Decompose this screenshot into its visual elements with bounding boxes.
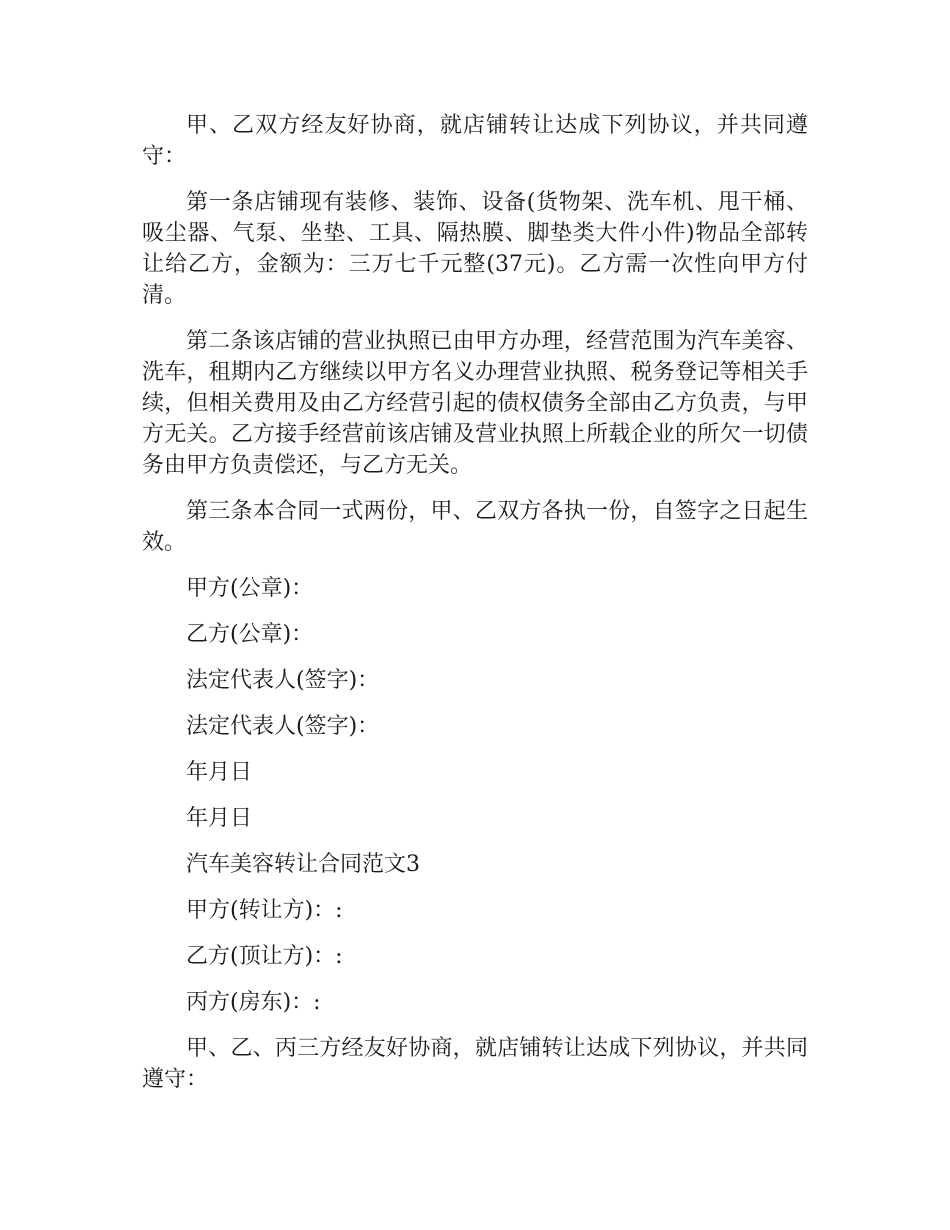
paragraph-three-party-intro: 甲、乙、丙三方经友好协商，就店铺转让达成下列协议，并共同遵守： <box>142 1036 808 1092</box>
signature-party-a-seal: 甲方(公章)： <box>186 576 314 601</box>
signature-date-b: 年月日 <box>186 806 253 831</box>
signature-legal-rep-b: 法定代表人(签字)： <box>186 714 380 739</box>
section-heading-template-3: 汽车美容转让合同范文3 <box>186 852 420 877</box>
paragraph-intro: 甲、乙双方经友好协商，就店铺转让达成下列协议，并共同遵守： <box>142 113 808 169</box>
party-c-landlord: 丙方(房东)：: <box>186 990 321 1015</box>
paragraph-article-1: 第一条店铺现有装修、装饰、设备(货物架、洗车机、甩干桶、吸尘器、气泵、坐垫、工具、隔热膜、脚垫类大件小件)物品全部转让给乙方，金额为：三万七千元整(37元)。乙方需一次性向甲方付清。 <box>142 190 808 308</box>
document-page <box>142 110 808 1110</box>
paragraph-article-2: 第二条该店铺的营业执照已由甲方办理，经营范围为汽车美容、洗车，租期内乙方继续以甲方名义办理营业执照、税务登记等相关手续，但相关费用及由乙方经营引起的债权债务全部由乙方负责，与甲方无关。乙方接手经营前该店铺及营业执照上所载企业的所欠一切债务由甲方负责偿还，与乙方无关。 <box>142 329 808 478</box>
signature-date-a: 年月日 <box>186 760 253 785</box>
party-a-transferor: 甲方(转让方)：: <box>186 898 343 923</box>
signature-legal-rep-a: 法定代表人(签字)： <box>186 668 380 693</box>
signature-party-b-seal: 乙方(公章)： <box>186 622 314 647</box>
paragraph-article-3: 第三条本合同一式两份，甲、乙双方各执一份，自签字之日起生效。 <box>142 499 808 555</box>
party-b-transferee: 乙方(顶让方)：: <box>186 944 343 969</box>
